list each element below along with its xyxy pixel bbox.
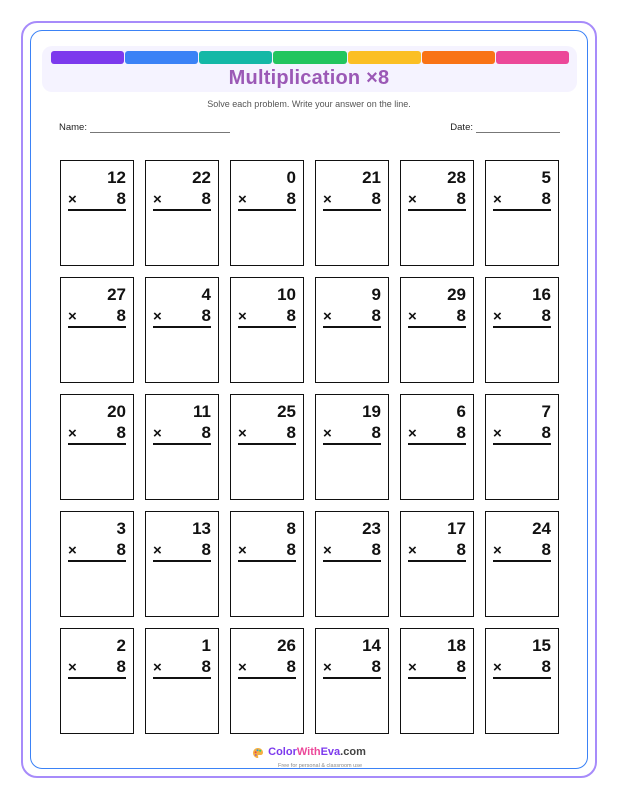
multiplier: 8 bbox=[456, 423, 466, 442]
operator-row bbox=[238, 306, 296, 328]
multiplier: 8 bbox=[541, 657, 551, 676]
times-sign: × bbox=[68, 542, 77, 559]
multiplicand: 0 bbox=[286, 168, 296, 187]
multiplicand: 21 bbox=[362, 168, 381, 187]
problem-card[interactable] bbox=[315, 394, 389, 500]
name-blank-line[interactable] bbox=[90, 123, 230, 133]
multiplier: 8 bbox=[116, 189, 126, 208]
name-field[interactable] bbox=[59, 122, 230, 133]
problem-card[interactable] bbox=[485, 511, 559, 617]
times-sign: × bbox=[238, 308, 247, 325]
problem-card[interactable] bbox=[315, 277, 389, 383]
multiplicand: 2 bbox=[116, 636, 126, 655]
multiplier: 8 bbox=[116, 423, 126, 442]
brand-logo bbox=[252, 746, 366, 758]
multiplier: 8 bbox=[201, 657, 211, 676]
problem-card[interactable] bbox=[60, 160, 134, 266]
brand-name: ColorWithEva.com bbox=[268, 746, 366, 758]
multiplier: 8 bbox=[456, 540, 466, 559]
multiplier: 8 bbox=[286, 189, 296, 208]
problem-card[interactable] bbox=[60, 394, 134, 500]
operator-row bbox=[493, 657, 551, 679]
problem-card[interactable] bbox=[145, 277, 219, 383]
tagline: Free for personal & classroom use bbox=[277, 763, 363, 769]
multiplier: 8 bbox=[541, 189, 551, 208]
operator-row bbox=[153, 540, 211, 562]
multiplier: 8 bbox=[371, 657, 381, 676]
times-sign: × bbox=[153, 308, 162, 325]
multiplicand: 26 bbox=[277, 636, 296, 655]
times-sign: × bbox=[408, 308, 417, 325]
color-bar-segment bbox=[496, 51, 569, 64]
problem-card[interactable] bbox=[315, 511, 389, 617]
multiplier: 8 bbox=[541, 423, 551, 442]
problem-card[interactable] bbox=[400, 394, 474, 500]
times-sign: × bbox=[238, 542, 247, 559]
date-blank-line[interactable] bbox=[476, 123, 560, 133]
multiplicand: 3 bbox=[116, 519, 126, 538]
operator-row bbox=[153, 306, 211, 328]
palette-icon bbox=[252, 746, 264, 758]
times-sign: × bbox=[493, 425, 502, 442]
times-sign: × bbox=[408, 659, 417, 676]
multiplicand: 6 bbox=[456, 402, 466, 421]
instructions: Solve each problem. Write your answer on the line. bbox=[207, 99, 411, 109]
times-sign: × bbox=[323, 542, 332, 559]
multiplier: 8 bbox=[371, 423, 381, 442]
multiplier: 8 bbox=[371, 306, 381, 325]
problem-card[interactable] bbox=[485, 628, 559, 734]
color-bar-segment bbox=[199, 51, 272, 64]
operator-row bbox=[323, 189, 381, 211]
footer bbox=[0, 746, 618, 769]
color-bar-segment bbox=[422, 51, 495, 64]
multiplicand: 8 bbox=[286, 519, 296, 538]
multiplier: 8 bbox=[541, 540, 551, 559]
operator-row bbox=[493, 540, 551, 562]
problem-card[interactable] bbox=[400, 160, 474, 266]
multiplier: 8 bbox=[286, 657, 296, 676]
times-sign: × bbox=[323, 308, 332, 325]
multiplicand: 12 bbox=[107, 168, 126, 187]
multiplicand: 10 bbox=[277, 285, 296, 304]
worksheet-title: Multiplication ×8 bbox=[228, 67, 390, 89]
problem-card[interactable] bbox=[230, 277, 304, 383]
times-sign: × bbox=[153, 542, 162, 559]
problem-card[interactable] bbox=[230, 394, 304, 500]
operator-row bbox=[153, 657, 211, 679]
multiplicand: 25 bbox=[277, 402, 296, 421]
times-sign: × bbox=[408, 542, 417, 559]
multiplier: 8 bbox=[286, 306, 296, 325]
times-sign: × bbox=[238, 659, 247, 676]
multiplicand: 29 bbox=[447, 285, 466, 304]
color-bar-segment bbox=[125, 51, 198, 64]
problem-card[interactable] bbox=[230, 511, 304, 617]
multiplicand: 7 bbox=[541, 402, 551, 421]
times-sign: × bbox=[493, 308, 502, 325]
operator-row bbox=[493, 423, 551, 445]
multiplicand: 1 bbox=[201, 636, 211, 655]
problem-card[interactable] bbox=[230, 160, 304, 266]
operator-row bbox=[68, 306, 126, 328]
times-sign: × bbox=[238, 425, 247, 442]
problem-card[interactable] bbox=[485, 394, 559, 500]
times-sign: × bbox=[238, 191, 247, 208]
multiplicand: 14 bbox=[362, 636, 381, 655]
operator-row bbox=[68, 189, 126, 211]
operator-row bbox=[68, 423, 126, 445]
problem-card[interactable] bbox=[230, 628, 304, 734]
multiplicand: 24 bbox=[532, 519, 551, 538]
multiplier: 8 bbox=[371, 189, 381, 208]
times-sign: × bbox=[323, 425, 332, 442]
multiplicand: 17 bbox=[447, 519, 466, 538]
times-sign: × bbox=[493, 191, 502, 208]
multiplicand: 23 bbox=[362, 519, 381, 538]
times-sign: × bbox=[323, 659, 332, 676]
problem-card[interactable] bbox=[315, 628, 389, 734]
problem-card[interactable] bbox=[485, 277, 559, 383]
problem-card[interactable] bbox=[60, 511, 134, 617]
multiplier: 8 bbox=[286, 423, 296, 442]
problem-card[interactable] bbox=[60, 277, 134, 383]
problem-card[interactable] bbox=[400, 628, 474, 734]
operator-row bbox=[493, 306, 551, 328]
color-bar-segment bbox=[273, 51, 346, 64]
operator-row bbox=[153, 189, 211, 211]
multiplier: 8 bbox=[201, 306, 211, 325]
operator-row bbox=[238, 540, 296, 562]
color-bar-segment bbox=[348, 51, 421, 64]
multiplier: 8 bbox=[456, 657, 466, 676]
multiplicand: 20 bbox=[107, 402, 126, 421]
multiplier: 8 bbox=[116, 657, 126, 676]
operator-row bbox=[408, 423, 466, 445]
multiplier: 8 bbox=[116, 540, 126, 559]
multiplicand: 4 bbox=[201, 285, 211, 304]
multiplicand: 19 bbox=[362, 402, 381, 421]
multiplicand: 22 bbox=[192, 168, 211, 187]
problem-card[interactable] bbox=[400, 277, 474, 383]
multiplicand: 28 bbox=[447, 168, 466, 187]
problem-card[interactable] bbox=[400, 511, 474, 617]
multiplicand: 9 bbox=[371, 285, 381, 304]
operator-row bbox=[68, 657, 126, 679]
multiplicand: 13 bbox=[192, 519, 211, 538]
problem-card[interactable] bbox=[315, 160, 389, 266]
problem-card[interactable] bbox=[145, 160, 219, 266]
times-sign: × bbox=[68, 425, 77, 442]
operator-row bbox=[323, 423, 381, 445]
multiplicand: 5 bbox=[541, 168, 551, 187]
problem-card[interactable] bbox=[60, 628, 134, 734]
multiplier: 8 bbox=[201, 189, 211, 208]
operator-row bbox=[238, 423, 296, 445]
operator-row bbox=[408, 657, 466, 679]
times-sign: × bbox=[493, 659, 502, 676]
operator-row bbox=[408, 189, 466, 211]
multiplier: 8 bbox=[456, 189, 466, 208]
problem-grid bbox=[60, 160, 559, 734]
color-bar-segment bbox=[51, 51, 124, 64]
multiplier: 8 bbox=[116, 306, 126, 325]
multiplier: 8 bbox=[286, 540, 296, 559]
rainbow-color-bar bbox=[51, 51, 569, 64]
times-sign: × bbox=[493, 542, 502, 559]
operator-row bbox=[68, 540, 126, 562]
multiplicand: 16 bbox=[532, 285, 551, 304]
times-sign: × bbox=[408, 191, 417, 208]
date-label: Date: bbox=[450, 122, 473, 133]
date-field[interactable] bbox=[450, 122, 560, 133]
problem-card[interactable] bbox=[145, 628, 219, 734]
times-sign: × bbox=[153, 425, 162, 442]
times-sign: × bbox=[408, 425, 417, 442]
operator-row bbox=[238, 657, 296, 679]
multiplicand: 27 bbox=[107, 285, 126, 304]
multiplier: 8 bbox=[201, 540, 211, 559]
operator-row bbox=[408, 540, 466, 562]
operator-row bbox=[323, 306, 381, 328]
multiplier: 8 bbox=[371, 540, 381, 559]
multiplier: 8 bbox=[201, 423, 211, 442]
times-sign: × bbox=[153, 659, 162, 676]
problem-card[interactable] bbox=[145, 511, 219, 617]
times-sign: × bbox=[323, 191, 332, 208]
operator-row bbox=[238, 189, 296, 211]
problem-card[interactable] bbox=[145, 394, 219, 500]
times-sign: × bbox=[68, 308, 77, 325]
operator-row bbox=[408, 306, 466, 328]
operator-row bbox=[493, 189, 551, 211]
problem-card[interactable] bbox=[485, 160, 559, 266]
times-sign: × bbox=[68, 191, 77, 208]
operator-row bbox=[323, 657, 381, 679]
times-sign: × bbox=[68, 659, 77, 676]
multiplicand: 11 bbox=[193, 402, 211, 421]
name-label: Name: bbox=[59, 122, 87, 133]
operator-row bbox=[323, 540, 381, 562]
multiplicand: 18 bbox=[447, 636, 466, 655]
operator-row bbox=[153, 423, 211, 445]
multiplicand: 15 bbox=[532, 636, 551, 655]
times-sign: × bbox=[153, 191, 162, 208]
multiplier: 8 bbox=[456, 306, 466, 325]
multiplier: 8 bbox=[541, 306, 551, 325]
